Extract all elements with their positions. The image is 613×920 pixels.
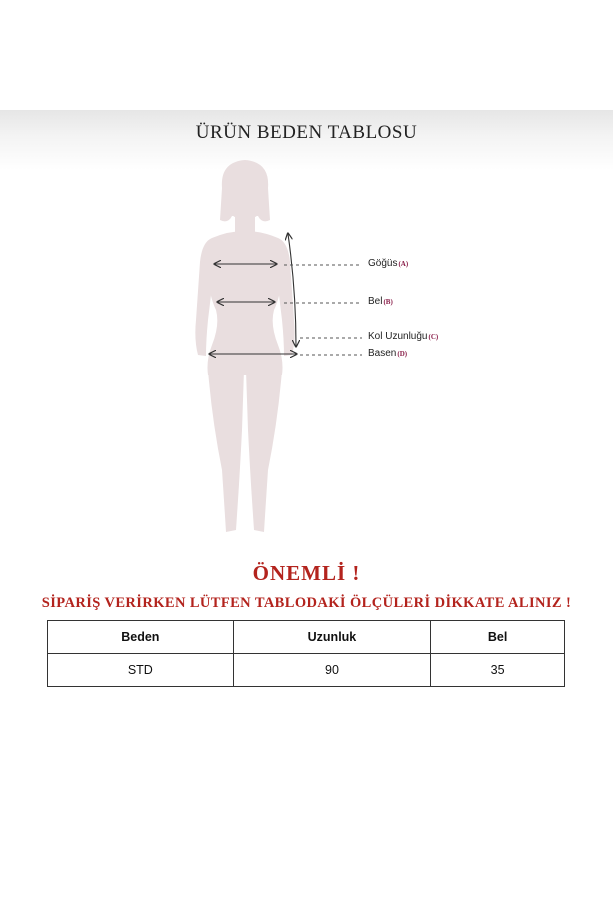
measurement-figure [0,150,613,550]
table-cell: 90 [233,654,431,687]
table-header-cell: Beden [48,621,234,654]
table-header-cell: Bel [431,621,565,654]
measure-label-waist: Bel(B) [368,296,393,307]
table-header-cell: Uzunluk [233,621,431,654]
measure-label-arm-length: Kol Uzunluğu(C) [368,331,439,342]
body-silhouette [195,160,294,532]
page-title: ÜRÜN BEDEN TABLOSU [195,122,418,143]
important-warning: SİPARİŞ VERİRKEN LÜTFEN TABLODAKİ ÖLÇÜLERİ DİKKATE ALINIZ ! [41,595,572,611]
table-cell: 35 [431,654,565,687]
table-row [48,654,565,687]
important-heading: ÖNEMLİ ! [252,561,361,585]
measurement-diagram [0,150,613,550]
table-cell: STD [48,654,234,687]
measure-label-hip: Basen(D) [368,348,408,359]
measure-label-chest: Göğüs(A) [368,258,409,269]
size-table [47,620,565,687]
table-header-row [48,621,565,654]
